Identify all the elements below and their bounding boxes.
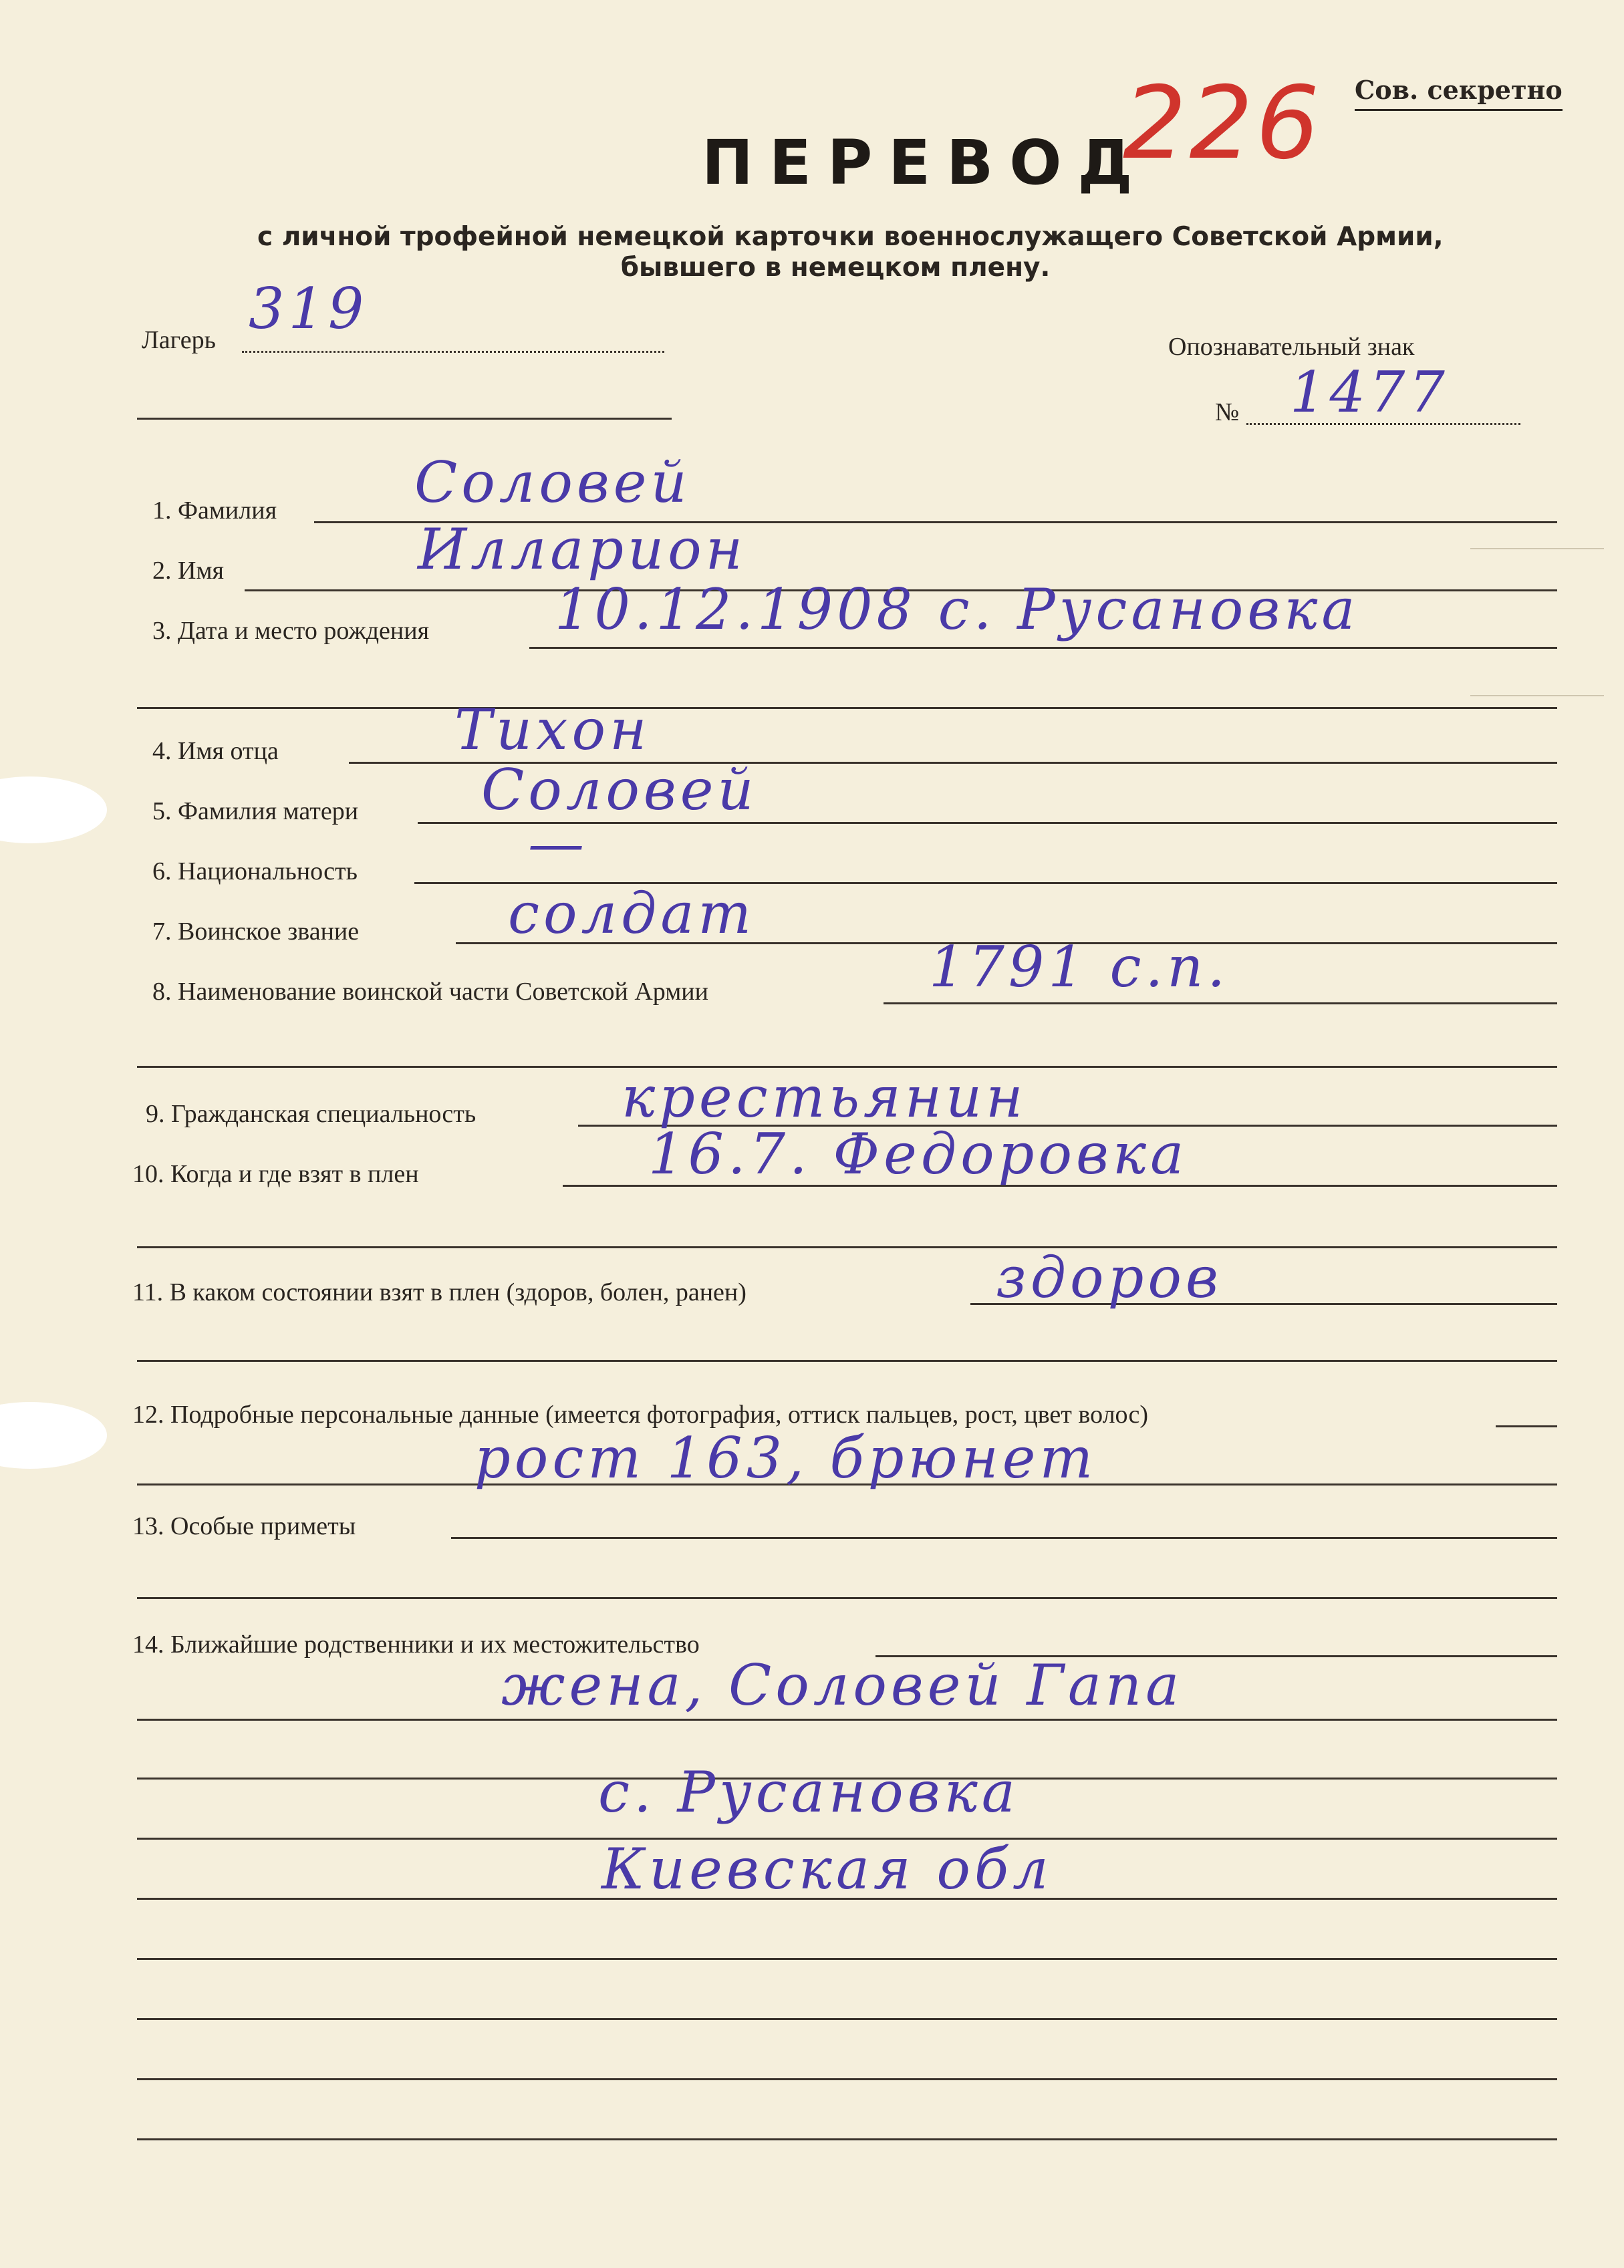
field-14-label: 14. Ближайшие родственники и их местожительство [132, 1631, 700, 1659]
field-5-value: Соловей [481, 757, 758, 823]
subtitle-line-2: бывшего в немецком плену. [620, 253, 1051, 283]
field-7-value: солдат [508, 881, 756, 946]
field-10-value: 16.7. Федоровка [648, 1121, 1188, 1187]
field-13-extra-line [137, 1597, 1557, 1599]
show-through-line [1470, 548, 1604, 549]
field-3-line [529, 647, 1557, 649]
document-title: ПЕРЕВОД [702, 127, 1149, 198]
field-10-extra-line [137, 1246, 1557, 1248]
field-3-extra-line [137, 707, 1557, 709]
field-11-value: здоров [996, 1245, 1222, 1310]
field-14-line-9 [137, 2138, 1557, 2140]
field-13-line [451, 1537, 1557, 1539]
field-2-value: Илларион [418, 517, 747, 582]
camp-value: 319 [249, 276, 368, 341]
field-1-label: 1. Фамилия [152, 497, 277, 525]
camp-label: Лагерь [142, 326, 216, 354]
subtitle-line-1: с личной трофейной немецкой карточки военнослужащего Советской Армии, [257, 222, 1444, 252]
camp-extra-line [137, 418, 672, 420]
show-through-line [1470, 695, 1604, 696]
field-9-label: 9. Гражданская специальность [146, 1100, 477, 1128]
field-14-line-2 [137, 1719, 1557, 1721]
field-14-line-5 [137, 1898, 1557, 1900]
field-14-value-line-1: жена, Соловей Гапа [501, 1653, 1184, 1718]
id-tag-number-label: № [1215, 398, 1240, 426]
field-11-label: 11. В каком состоянии взят в плен (здоров, болен, ранен) [132, 1278, 747, 1306]
field-9-value: крестьянин [622, 1065, 1027, 1130]
field-14-value-line-3: Киевская обл [601, 1836, 1053, 1902]
archive-number-stamp: 226 [1123, 65, 1323, 182]
field-14-line-8 [137, 2078, 1557, 2080]
punch-hole-upper [0, 776, 107, 843]
field-6-value: — [528, 811, 588, 876]
field-14-line-7 [137, 2018, 1557, 2020]
field-4-value: Тихон [454, 697, 651, 762]
field-1-value: Соловей [414, 450, 691, 515]
field-4-label: 4. Имя отца [152, 737, 279, 765]
field-7-label: 7. Воинское звание [152, 917, 360, 946]
field-13-label: 13. Особые приметы [132, 1512, 356, 1540]
field-12-value: рост 163, брюнет [475, 1425, 1097, 1491]
field-6-label: 6. Национальность [152, 857, 358, 885]
field-12-label: 12. Подробные персональные данные (имеется фотография, оттиск пальцев, рост, цвет волос) [132, 1401, 1148, 1429]
field-8-line [884, 1002, 1557, 1004]
field-3-value: 10.12.1908 с. Русановка [555, 577, 1359, 642]
field-14-value-line-2: с. Русановка [598, 1759, 1019, 1825]
field-8-value: 1791 с.п. [929, 934, 1230, 1000]
field-14-line-6 [137, 1958, 1557, 1960]
field-8-label: 8. Наименование воинской части Советской Армии [152, 978, 708, 1006]
field-12-line [1496, 1425, 1557, 1427]
field-10-label: 10. Когда и где взят в плен [132, 1160, 419, 1188]
punch-hole-lower [0, 1402, 107, 1469]
field-11-extra-line [137, 1360, 1557, 1362]
secret-label: Сов. секретно [1355, 75, 1563, 111]
camp-line [242, 351, 664, 353]
field-5-label: 5. Фамилия матери [152, 797, 359, 825]
field-2-label: 2. Имя [152, 557, 224, 585]
field-3-label: 3. Дата и место рождения [152, 617, 430, 645]
id-tag-label: Опознавательный знак [1168, 333, 1415, 361]
id-tag-value: 1477 [1290, 360, 1449, 425]
